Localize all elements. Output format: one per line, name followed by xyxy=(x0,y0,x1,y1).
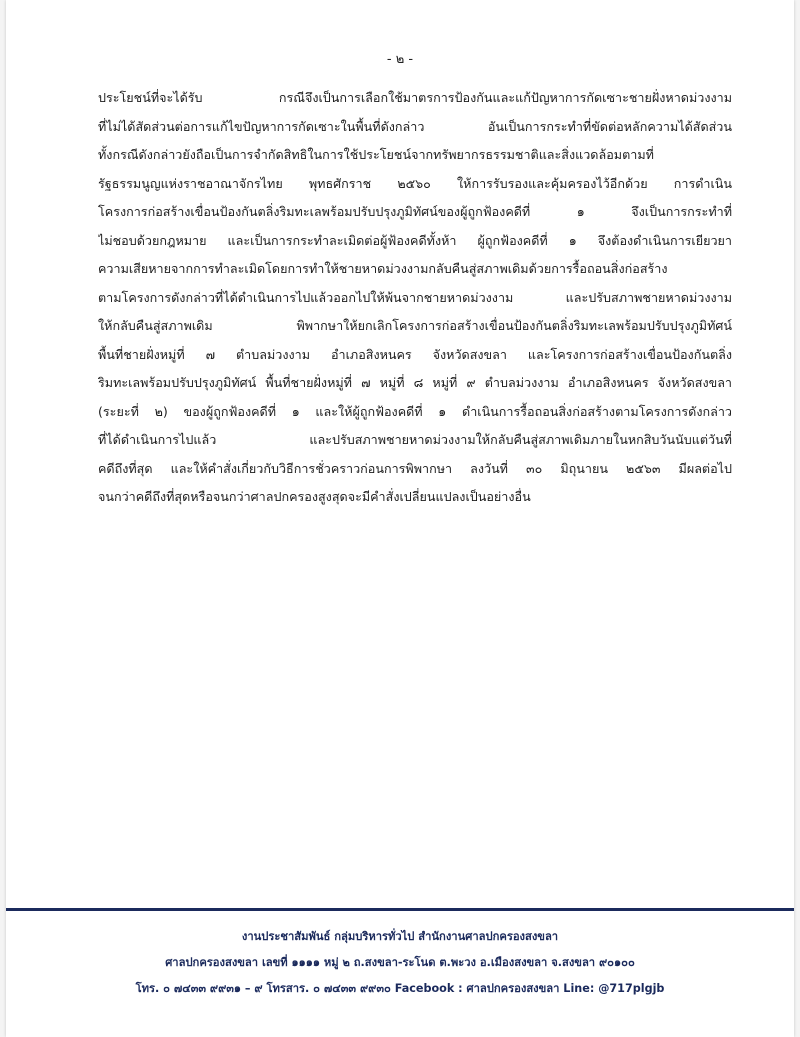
body-line: (ระยะที่ ๒) ของผู้ถูกฟ้องคดีที่ ๑ และให้ผู้ถูกฟ้องคดีที่ ๑ ดำเนินการรื้อถอนสิ่งก่อสร้างตามโครงการดังกล่าว xyxy=(98,403,732,419)
footer xyxy=(6,924,794,1002)
body-line: โครงการก่อสร้างเขื่อนป้องกันตลิ่งริมทะเลพร้อมปรับปรุงภูมิทัศน์ของผู้ถูกฟ้องคดีที่ ๑ จึงเป็นการกระทำที่ xyxy=(98,204,732,219)
footer-address: ศาลปกครองสงขลา เลขที่ ๑๑๑๑ หมู่ ๒ ถ.สงขลา-ระโนด ต.พะวง อ.เมืองสงขลา จ.สงขลา ๙๐๑๐๐ xyxy=(165,956,635,969)
body-line: รัฐธรรมนูญแห่งราชอาณาจักรไทย พุทธศักราช ๒๕๖๐ ให้การรับรองและคุ้มครองไว้อีกด้วย การดำเนิน xyxy=(98,175,732,191)
body-line: ที่ได้ดำเนินการไปแล้ว และปรับสภาพชายหาดม่วงงามให้กลับคืนสู่สภาพเดิมภายในหกสิบวันนับแต่วันที่ xyxy=(98,432,732,447)
body-paragraph xyxy=(98,84,732,512)
body-line: ความเสียหายจากการทำละเมิดโดยการทำให้ชายหาดม่วงงามกลับคืนสู่สภาพเดิมด้วยการรื้อถอนสิ่งก่อสร้าง xyxy=(98,261,668,276)
footer-contact: โทร. ๐ ๗๔๓๓ ๙๙๓๑ – ๙ โทรสาร. ๐ ๗๔๓๓ ๙๙๓๐ Facebook : ศาลปกครองสงขลา Line: @717plgjb xyxy=(135,982,665,995)
body-line: คดีถึงที่สุด และให้คำสั่งเกี่ยวกับวิธีการชั่วคราวก่อนการพิพากษา ลงวันที่ ๓๐ มิถุนายน ๒๕๖๓ มีผลต่อไป xyxy=(98,460,732,476)
body-line: ที่ไม่ได้สัดส่วนต่อการแก้ไขปัญหาการกัดเซาะในพื้นที่ดังกล่าว อันเป็นการกระทำที่ขัดต่อหลักความได้สัดส่วน xyxy=(98,118,732,134)
body-line: ริมทะเลพร้อมปรับปรุงภูมิทัศน์ พื้นที่ชายฝั่งหมู่ที่ ๗ หมู่ที่ ๘ หมู่ที่ ๙ ตำบลม่วงงาม อำเภอสิงหนคร จังหวัดสงขลา xyxy=(98,375,732,390)
body-line: พื้นที่ชายฝั่งหมู่ที่ ๗ ตำบลม่วงงาม อำเภอสิงหนคร จังหวัดสงขลา และโครงการก่อสร้างเขื่อนป้องกันตลิ่ง xyxy=(98,346,732,362)
body-line: ให้กลับคืนสู่สภาพเดิม พิพากษาให้ยกเลิกโครงการก่อสร้างเขื่อนป้องกันตลิ่งริมทะเลพร้อมปรับปรุงภูมิทัศน์ xyxy=(98,318,732,333)
body-line: ประโยชน์ที่จะได้รับ กรณีจึงเป็นการเลือกใช้มาตรการป้องกันและแก้ปัญหาการกัดเซาะชายฝั่งหาดม่วงงาม xyxy=(98,90,732,105)
body-line: ตามโครงการดังกล่าวที่ได้ดำเนินการไปแล้วออกไปให้พ้นจากชายหาดม่วงงาม และปรับสภาพชายหาดม่วงงาม xyxy=(98,289,732,305)
body-line: จนกว่าคดีถึงที่สุดหรือจนกว่าศาลปกครองสูงสุดจะมีคำสั่งเปลี่ยนแปลงเป็นอย่างอื่น xyxy=(98,489,531,504)
page-number: - ๒ - xyxy=(386,52,414,67)
footer-divider xyxy=(6,908,794,911)
footer-department: งานประชาสัมพันธ์ กลุ่มบริหารทั่วไป สำนักงานศาลปกครองสงขลา xyxy=(241,930,559,943)
document-page xyxy=(6,0,794,1037)
body-line: ไม่ชอบด้วยกฎหมาย และเป็นการกระทำละเมิดต่อผู้ฟ้องคดีทั้งห้า ผู้ถูกฟ้องคดีที่ ๑ จึงต้องดำเนินการเยียวยา xyxy=(98,232,732,248)
body-line: ทั้งกรณีดังกล่าวยังถือเป็นการจำกัดสิทธิในการใช้ประโยชน์จากทรัพยากรธรรมชาติและสิ่งแวดล้อมตามที่ xyxy=(98,147,654,162)
